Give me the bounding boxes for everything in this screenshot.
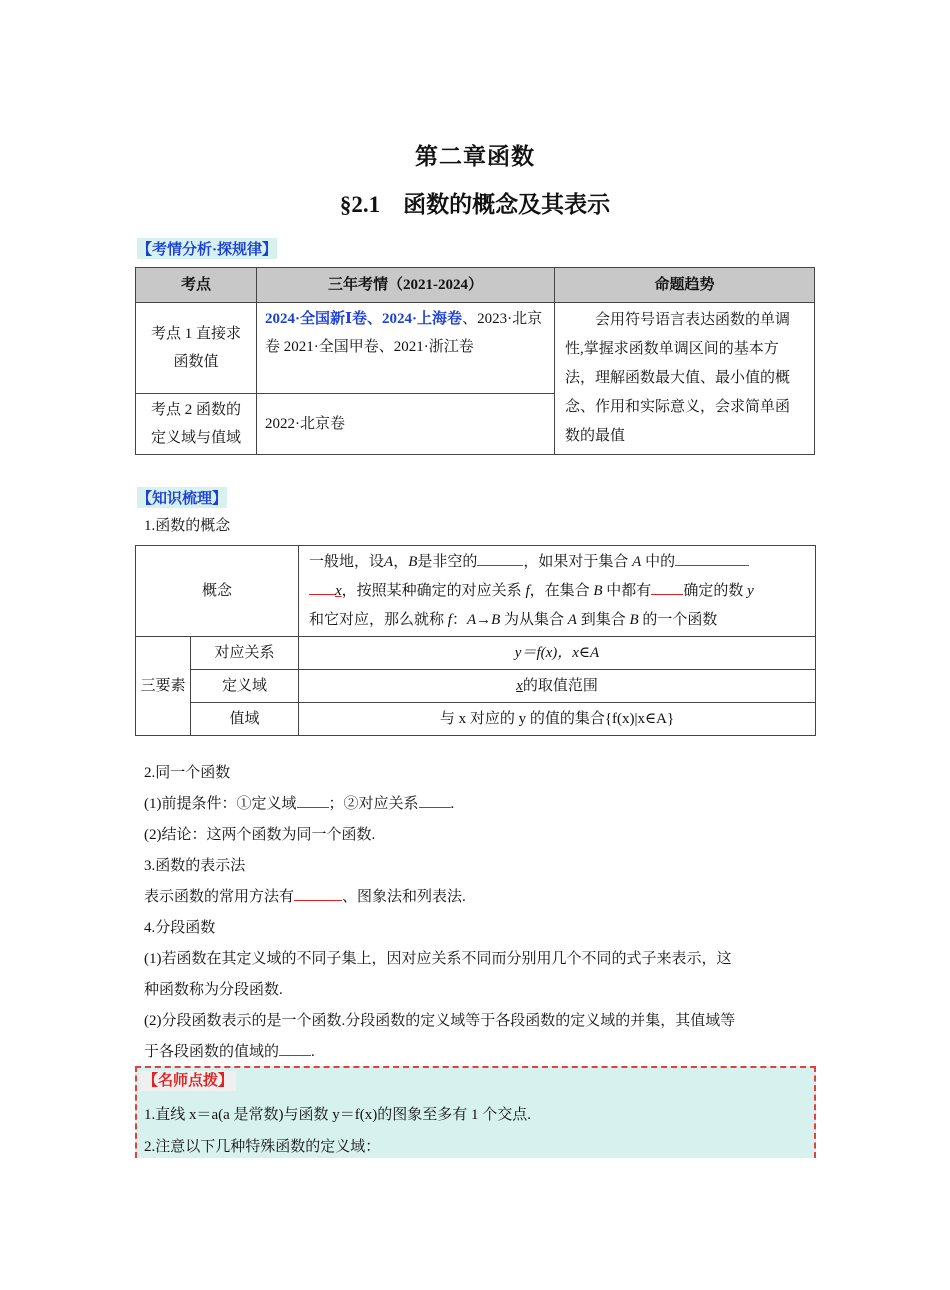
section-4-p2-line2: 于各段函数的值域的 . xyxy=(144,1041,315,1063)
header-point: 考点 xyxy=(136,268,257,303)
section-4-title: 4.分段函数 xyxy=(144,920,216,936)
concept-definition: 一般地，设A，B是非空的 ，如果对于集合 A 中的 x，按照某种确定的对应关系 f，在集合 B 中都有 确定的数 y 和它对应，那么就称 f：A→B 为从集合 A 到集合 B 的一个函数 xyxy=(299,546,816,637)
section-3-title: 3.函数的表示法 xyxy=(144,858,246,874)
section-4-p2-line1: (2)分段函数表示的是一个函数.分段函数的定义域等于各段函数的定义域的并集，其值域等 xyxy=(144,1013,736,1029)
element-value-1: y＝f(x)，x∈A xyxy=(299,637,816,670)
point-2: 考点 2 函数的定义域与值域 xyxy=(136,394,257,455)
tip-title: 【名师点拨】 xyxy=(140,1071,236,1091)
trend-cell: 会用符号语言表达函数的单调性,掌握求函数单调区间的基本方法，理解函数最大值、最小值的概念、作用和实际意义，会求简单函数的最值 xyxy=(555,303,815,455)
concept-table xyxy=(135,545,816,736)
tip-line-2: 2.注意以下几种特殊函数的定义域： xyxy=(144,1139,381,1155)
element-name-3: 值域 xyxy=(191,703,299,736)
section-3-text: 表示函数的常用方法有 、图象法和列表法. xyxy=(144,886,466,908)
analysis-table xyxy=(135,267,815,455)
section-4-p1-line1: (1)若函数在其定义域的不同子集上，因对应关系不同而分别用几个不同的式子来表示，这 xyxy=(144,951,732,967)
chapter-title: 第二章函数 xyxy=(415,144,535,169)
point-1: 考点 1 直接求函数值 xyxy=(136,303,257,394)
section-title: §2.1 函数的概念及其表示 xyxy=(339,192,611,217)
knowledge-tag: 【知识梳理】 xyxy=(137,487,227,508)
section-1-title: 1.函数的概念 xyxy=(144,518,231,534)
analysis-tag: 【考情分析·探规律】 xyxy=(137,238,277,259)
exams-1: 2024·全国新Ⅰ卷、2024·上海卷、2023·北京卷 2021·全国甲卷、2021·浙江卷 xyxy=(257,303,555,394)
exams-2: 2022·北京卷 xyxy=(257,394,555,455)
element-value-3: 与 x 对应的 y 的值的集合{f(x)|x∈A} xyxy=(299,703,816,736)
element-value-2: x的取值范围 xyxy=(299,670,816,703)
three-elements-label: 三要素 xyxy=(136,637,191,736)
tip-line-1: 1.直线 x＝a(a 是常数)与函数 y＝f(x)的图象至多有 1 个交点. xyxy=(144,1107,532,1123)
section-2-title: 2.同一个函数 xyxy=(144,765,231,781)
header-exams: 三年考情（2021-2024） xyxy=(257,268,555,303)
concept-label: 概念 xyxy=(136,546,299,637)
element-name-1: 对应关系 xyxy=(191,637,299,670)
section-4-p1-line2: 种函数称为分段函数. xyxy=(144,982,283,998)
section-2-conclusion: (2)结论：这两个函数为同一个函数. xyxy=(144,827,376,843)
header-trend: 命题趋势 xyxy=(555,268,815,303)
section-2-premise: (1)前提条件：①定义域 ；②对应关系 . xyxy=(144,793,454,815)
teacher-tip-box xyxy=(135,1066,816,1158)
element-name-2: 定义域 xyxy=(191,670,299,703)
